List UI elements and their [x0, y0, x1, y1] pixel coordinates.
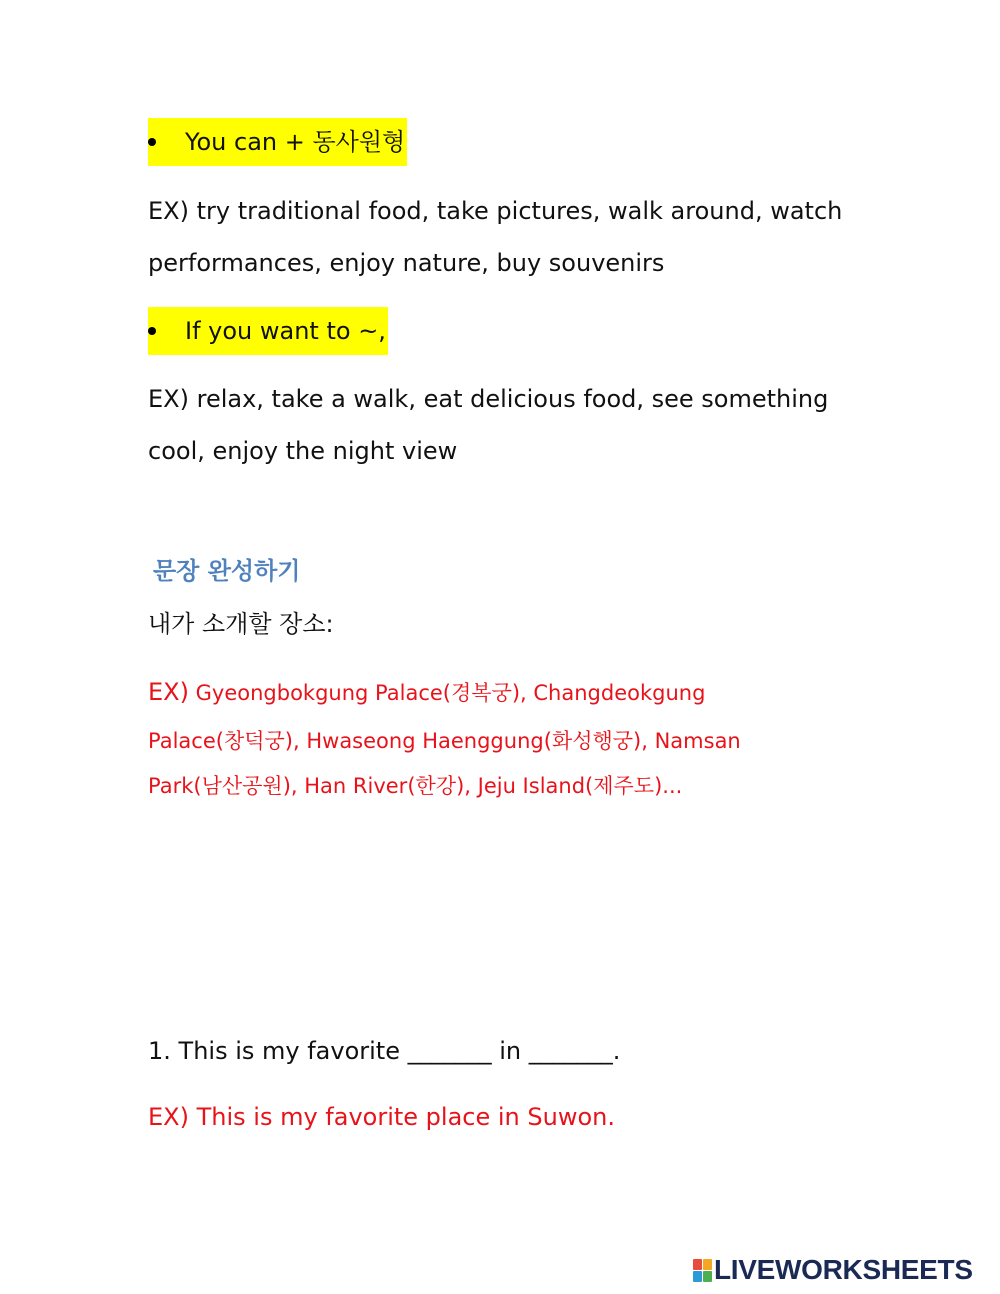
bullet-if-you-want — [148, 307, 388, 355]
example-line: cool, enjoy the night view — [148, 437, 458, 465]
places-text: Gyeongbokgung Palace(경복궁), Changdeokgung — [188, 681, 706, 705]
question-1-example: EX) This is my favorite place in Suwon. — [148, 1103, 615, 1131]
logo-text: LIVEWORKSHEETS — [714, 1254, 973, 1285]
places-example-line: Palace(창덕궁), Hwaseong Haenggung(화성행궁), Namsan — [148, 729, 741, 753]
bullet-dot-icon — [148, 138, 156, 146]
example-line: EX) try traditional food, take pictures, walk around, watch — [148, 197, 843, 225]
places-example-line: Park(남산공원), Han River(한강), Jeju Island(제주도)... — [148, 774, 683, 798]
section-heading: 문장 완성하기 — [153, 557, 301, 585]
bullet-you-can — [148, 118, 407, 166]
example-line: performances, enjoy nature, buy souvenirs — [148, 249, 665, 277]
liveworksheets-logo — [693, 1254, 973, 1285]
bullet-text: You can + 동사원형 — [185, 128, 406, 156]
places-example-line — [148, 678, 705, 707]
example-prefix: EX) — [148, 678, 189, 706]
place-prompt: 내가 소개할 장소: — [148, 610, 334, 638]
bullet-dot-icon — [148, 327, 156, 335]
example-line: EX) relax, take a walk, eat delicious food, see something — [148, 385, 829, 413]
question-1: 1. This is my favorite _______ in _______. — [148, 1037, 621, 1065]
bullet-text: If you want to ~, — [185, 317, 386, 345]
liveworksheets-logo-icon — [693, 1259, 711, 1281]
